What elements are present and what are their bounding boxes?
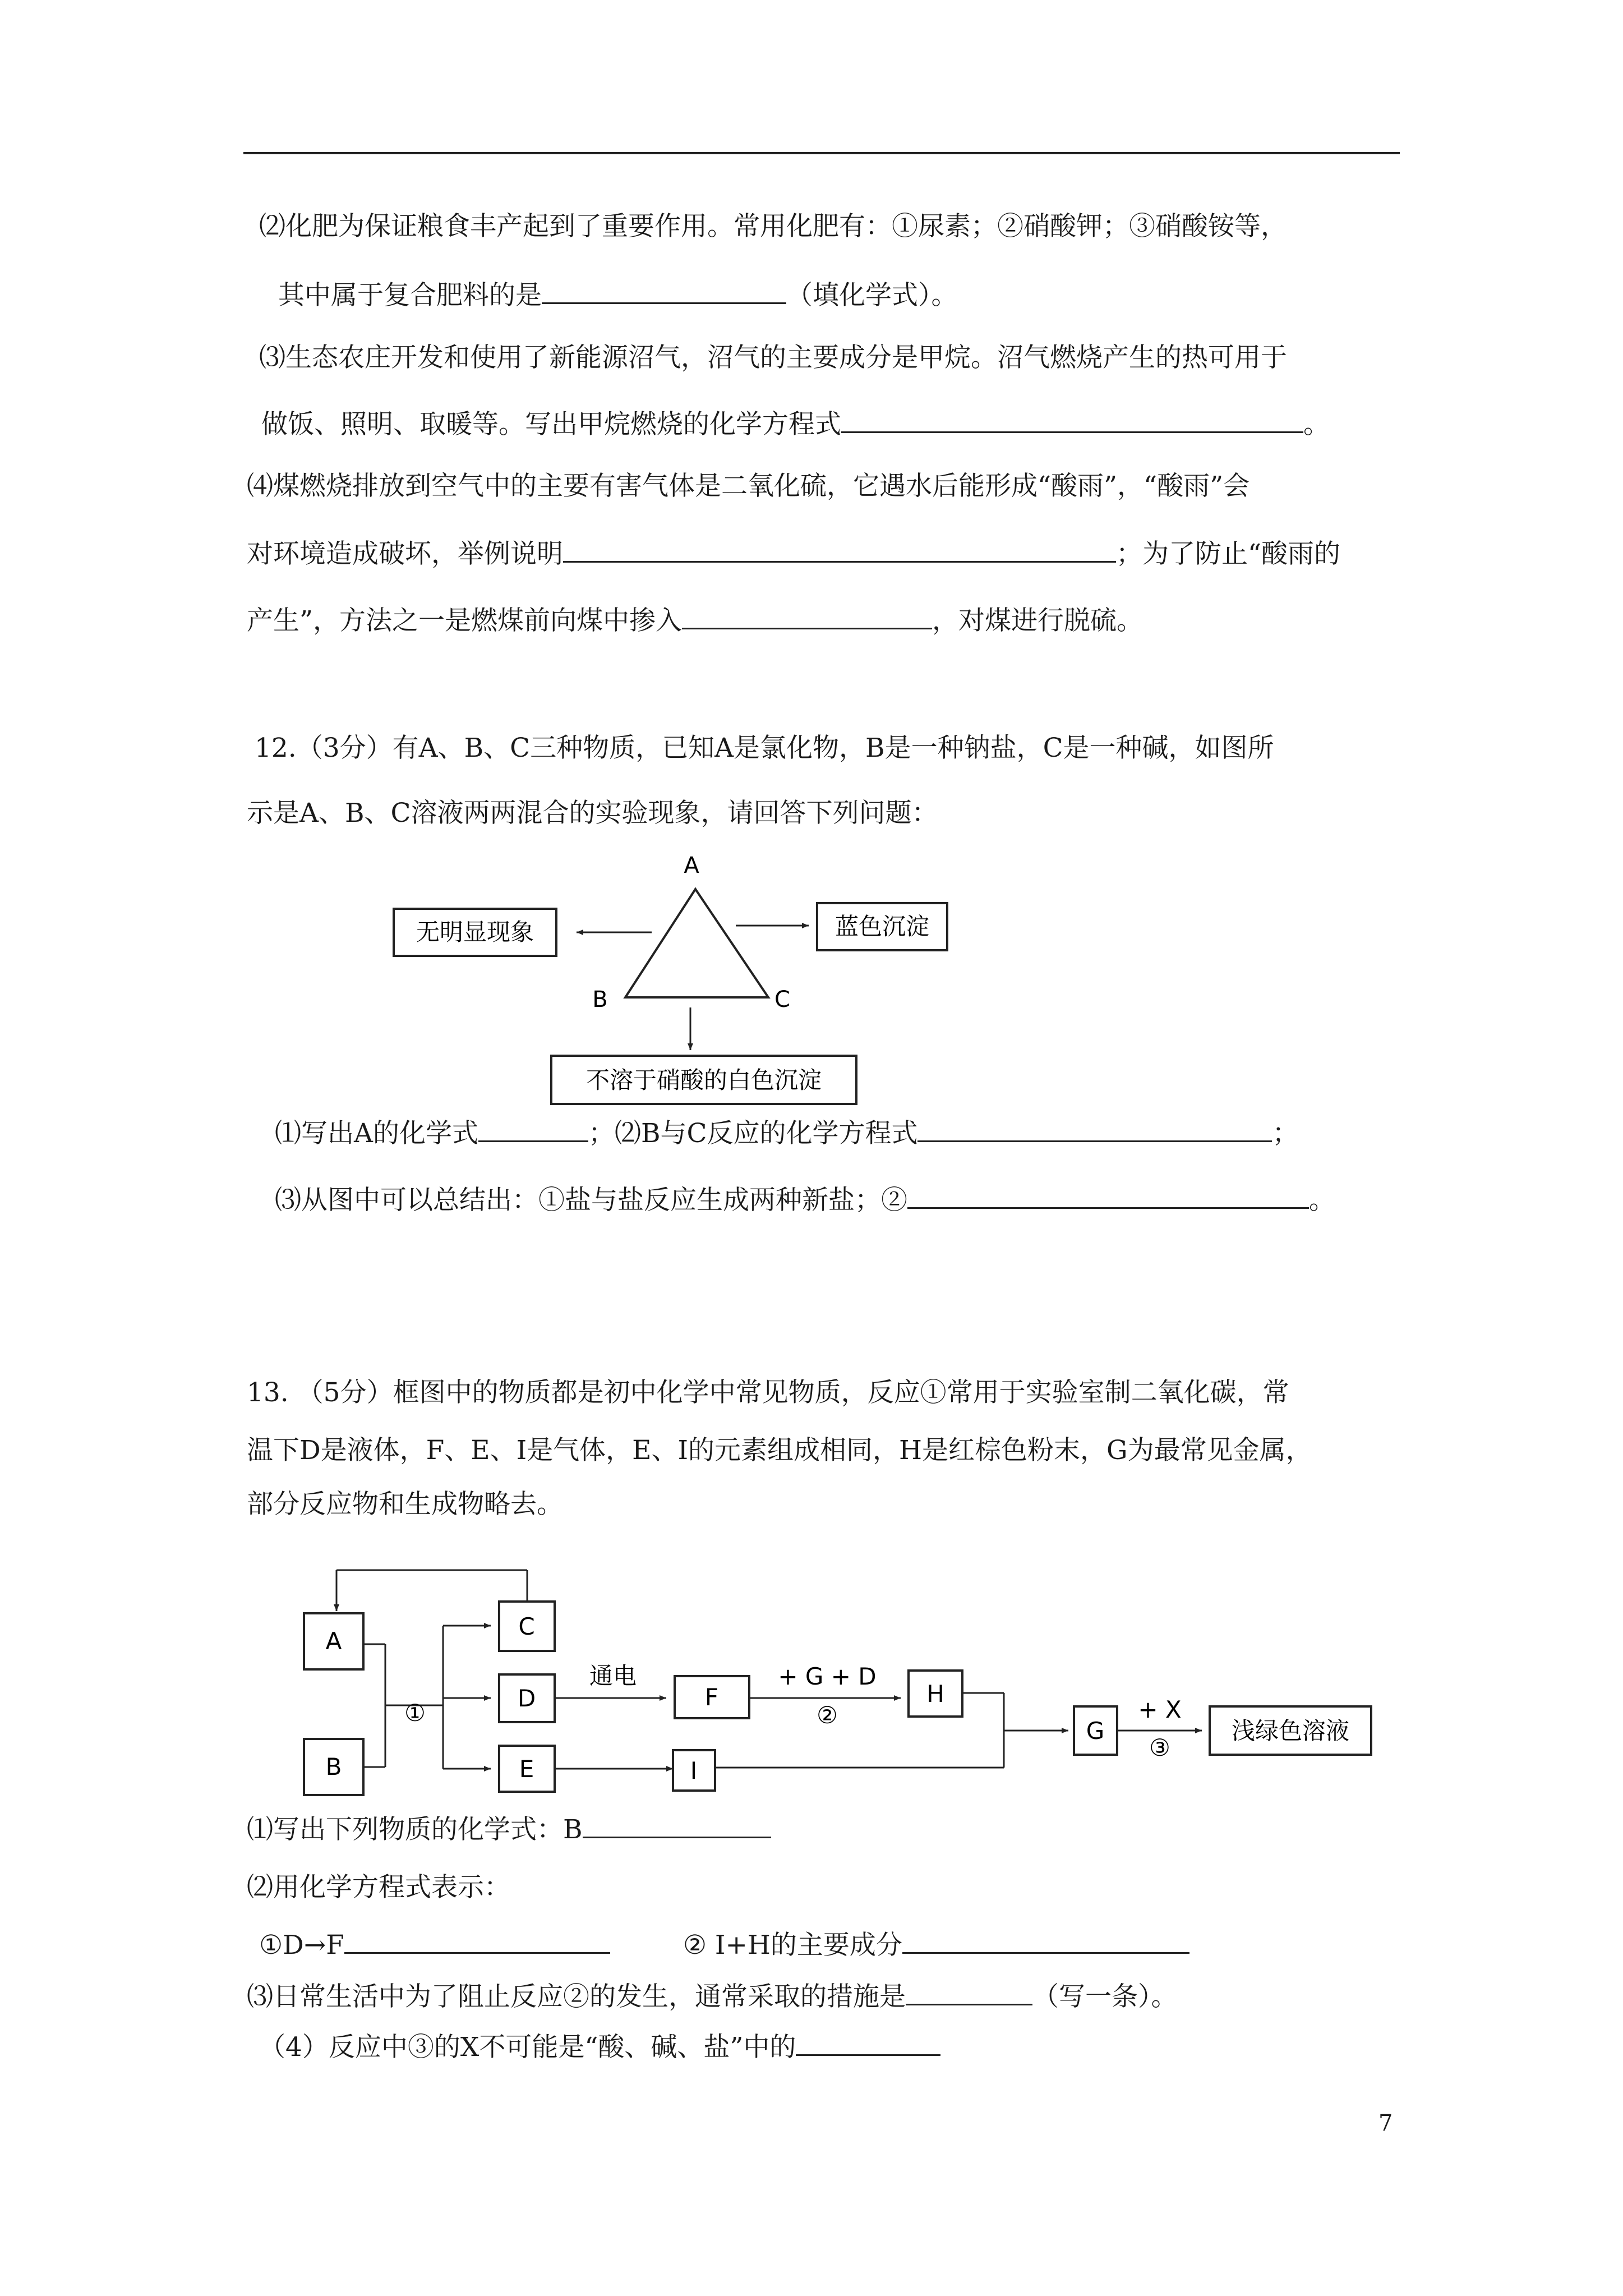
q12-sub3-suffix: 。 (1309, 1185, 1335, 1216)
box-c-label: C (518, 1613, 535, 1640)
q11-p4-text2: 产生”，方法之一是燃煤前向煤中掺入 (247, 605, 683, 636)
q11-p3-line1: ⑶生态农庄开发和使用了新能源沼气，沼气的主要成分是甲烷。沼气燃烧产生的热可用于 (259, 342, 1287, 373)
q13-sub2-1-text: ①D→F (259, 1930, 344, 1961)
q11-p3-suffix: 。 (1303, 409, 1330, 440)
answer-blank-x-category[interactable] (796, 2030, 940, 2056)
q12-sub2-text: ；⑵B与C反应的化学方程式 (588, 1118, 918, 1149)
q13-sub1-line (247, 1812, 771, 1847)
box-ab-label: 无明显现象 (416, 918, 534, 946)
reaction-1-label: ① (404, 1699, 426, 1727)
q13-sub4-text: （4）反应中③的X不可能是“酸、碱、盐”中的 (259, 2032, 796, 2063)
answer-blank-acid-rain-example[interactable] (563, 536, 1116, 563)
answer-blank-formula-b[interactable] (583, 1812, 771, 1838)
box-a-label: A (325, 1627, 342, 1655)
q11-p3-text: 做饭、照明、取暖等。写出甲烷燃烧的化学方程式 (261, 409, 841, 440)
q11-p4-suffix: ；为了防止“酸雨的 (1116, 539, 1341, 569)
reaction-3-label: ③ (1149, 1734, 1170, 1761)
q13-sub2-2-text: ② I+H的主要成分 (683, 1930, 902, 1961)
q11-p4-line2 (247, 536, 1340, 571)
reaction-2-label: ② (817, 1701, 838, 1729)
q13-sub3-text: ⑶日常生活中为了阻止反应②的发生，通常采取的措施是 (247, 1981, 906, 2012)
vertex-c-label: C (774, 987, 790, 1013)
vertex-b-label: B (592, 987, 608, 1013)
q13-sub3-suffix: （写一条）。 (1032, 1981, 1178, 2012)
box-h-label: H (926, 1680, 944, 1708)
box-g-label: G (1086, 1717, 1105, 1745)
q12-sub1-line (275, 1116, 1298, 1151)
header-rule (243, 152, 1400, 154)
q13-sub1-text: ⑴写出下列物质的化学式：B (247, 1814, 583, 1845)
q12-sub3-text: ⑶从图中可以总结出：①盐与盐反应生成两种新盐；② (275, 1185, 907, 1216)
q13-stem-line2: 温下D是液体，F、E、I是气体，E、I的元素组成相同，H是红棕色粉末，G为最常见金属， (247, 1435, 1312, 1466)
q11-p2-text: 其中属于复合肥料的是 (278, 280, 542, 311)
q11-p2-line1: ⑵化肥为保证粮食丰产起到了重要作用。常用化肥有：①尿素；②硝酸钾；③硝酸铵等， (259, 211, 1287, 242)
q12-right-box (816, 902, 951, 954)
answer-blank-bc-equation[interactable] (917, 1116, 1272, 1142)
answer-blank-desulfurization-agent[interactable] (682, 603, 932, 629)
electrolysis-label: 通电 (589, 1662, 637, 1690)
answer-blank-i-plus-h[interactable] (902, 1927, 1189, 1954)
q11-p2-line2 (278, 278, 958, 312)
q13-sub2-line: ⑵用化学方程式表示： (247, 1872, 510, 1903)
answer-blank-formula-a[interactable] (478, 1116, 588, 1142)
q13-sub4-line (259, 2030, 940, 2064)
q11-p4-line3 (247, 603, 1143, 638)
box-i-label: I (690, 1757, 698, 1784)
box-f-label: F (704, 1683, 719, 1711)
q12-sub1-text: ⑴写出A的化学式 (275, 1118, 478, 1149)
page-number: 7 (1378, 2110, 1393, 2136)
q12-stem-line2: 示是A、B、C溶液两两混合的实验现象，请回答下列问题： (247, 798, 938, 829)
q13-flow-diagram (292, 1559, 1380, 1806)
q11-p4-line1: ⑷煤燃烧排放到空气中的主要有害气体是二氧化硫，它遇水后能形成“酸雨”，“酸雨”会 (247, 471, 1250, 501)
q12-sub3-line (275, 1182, 1335, 1217)
box-d-label: D (517, 1685, 536, 1712)
q13-stem-line3: 部分反应物和生成物略去。 (247, 1489, 563, 1520)
vertex-a-label: A (684, 853, 699, 878)
plus-g-d-label: + G + D (778, 1663, 877, 1690)
q12-stem-line1: 12.（3分）有A、B、C三种物质，已知A是氯化物，B是一种钠盐，C是一种碱，如图所 (255, 733, 1274, 763)
box-b-label: B (325, 1753, 342, 1780)
q12-sub2-suffix: ； (1272, 1118, 1299, 1149)
answer-blank-conclusion[interactable] (907, 1182, 1309, 1209)
box-ac-label: 蓝色沉淀 (834, 913, 930, 940)
box-bc-label: 不溶于硝酸的白色沉淀 (585, 1066, 822, 1094)
answer-blank-prevention[interactable] (906, 1979, 1032, 2005)
q11-p4-text: 对环境造成破坏，举例说明 (247, 539, 563, 569)
box-e-label: E (519, 1755, 534, 1783)
box-solution-label: 浅绿色溶液 (1231, 1717, 1350, 1745)
reaction-triangle (625, 889, 768, 997)
q13-sub2-items (259, 1927, 1189, 1962)
answer-blank-compound-fertilizer[interactable] (542, 278, 786, 304)
q11-p2-suffix: （填化学式）。 (786, 280, 958, 311)
answer-blank-d-to-f[interactable] (344, 1927, 610, 1954)
q11-p4-suffix2: ，对煤进行脱硫。 (932, 605, 1144, 636)
q13-sub3-line (247, 1979, 1178, 2014)
q11-p3-line2 (261, 407, 1330, 441)
q13-stem-line1: 13. （5分）框图中的物质都是初中化学中常见物质，反应①常用于实验室制二氧化碳，常 (247, 1377, 1289, 1408)
q12-bottom-branch (550, 1004, 864, 1116)
plus-x-label: + X (1138, 1696, 1182, 1723)
answer-blank-methane-equation[interactable] (841, 407, 1303, 433)
